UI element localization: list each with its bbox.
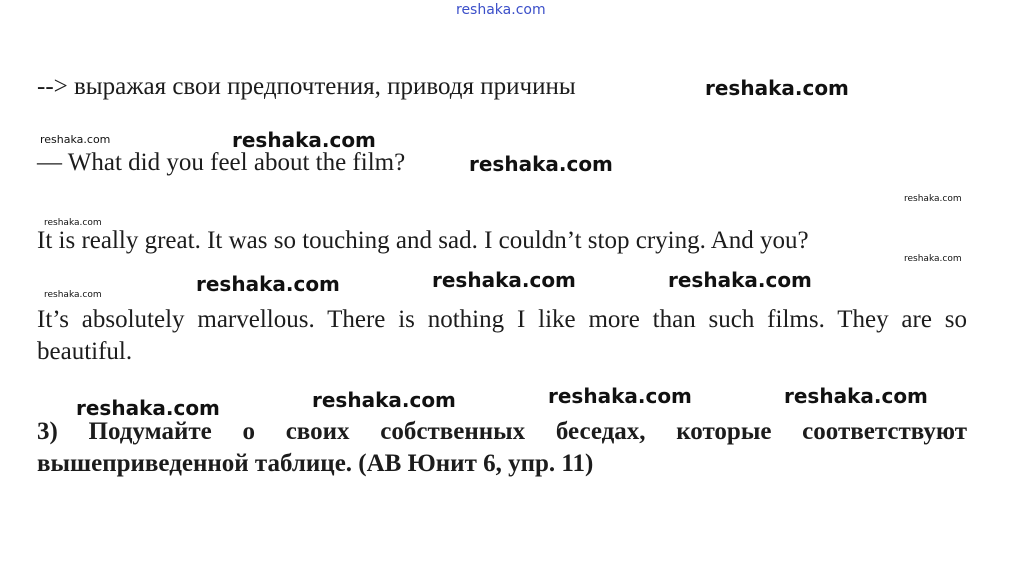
watermark: reshaka.com — [76, 396, 220, 420]
watermark: reshaka.com — [232, 128, 376, 152]
watermark-header: reshaka.com — [456, 2, 546, 18]
task-3-paragraph: 3) Подумайте о своих собственных беседах, которые соответствуют вышеприведенной таблице. (AB Юнит 6, упр. 11) — [37, 418, 967, 477]
watermark: reshaka.com — [432, 268, 576, 292]
watermark: reshaka.com — [44, 290, 102, 300]
question-line: — What did you feel about the film? — [37, 149, 406, 176]
watermark: reshaka.com — [784, 384, 928, 408]
watermark: reshaka.com — [469, 152, 613, 176]
watermark: reshaka.com — [904, 194, 962, 204]
watermark: reshaka.com — [548, 384, 692, 408]
watermark: reshaka.com — [668, 268, 812, 292]
answer-line: It is really great. It was so touching and sad. I couldn’t stop crying. And you? — [37, 227, 809, 254]
watermark: reshaka.com — [44, 218, 102, 228]
watermark: reshaka.com — [196, 272, 340, 296]
watermark: reshaka.com — [705, 76, 849, 100]
watermark: reshaka.com — [312, 388, 456, 412]
watermark: reshaka.com — [40, 133, 111, 146]
watermark: reshaka.com — [904, 254, 962, 264]
reply-paragraph: It’s absolutely marvellous. There is nothing I like more than such films. They are so beautiful. — [37, 306, 967, 365]
preference-line: --> выражая свои предпочтения, приводя причины — [37, 73, 576, 100]
